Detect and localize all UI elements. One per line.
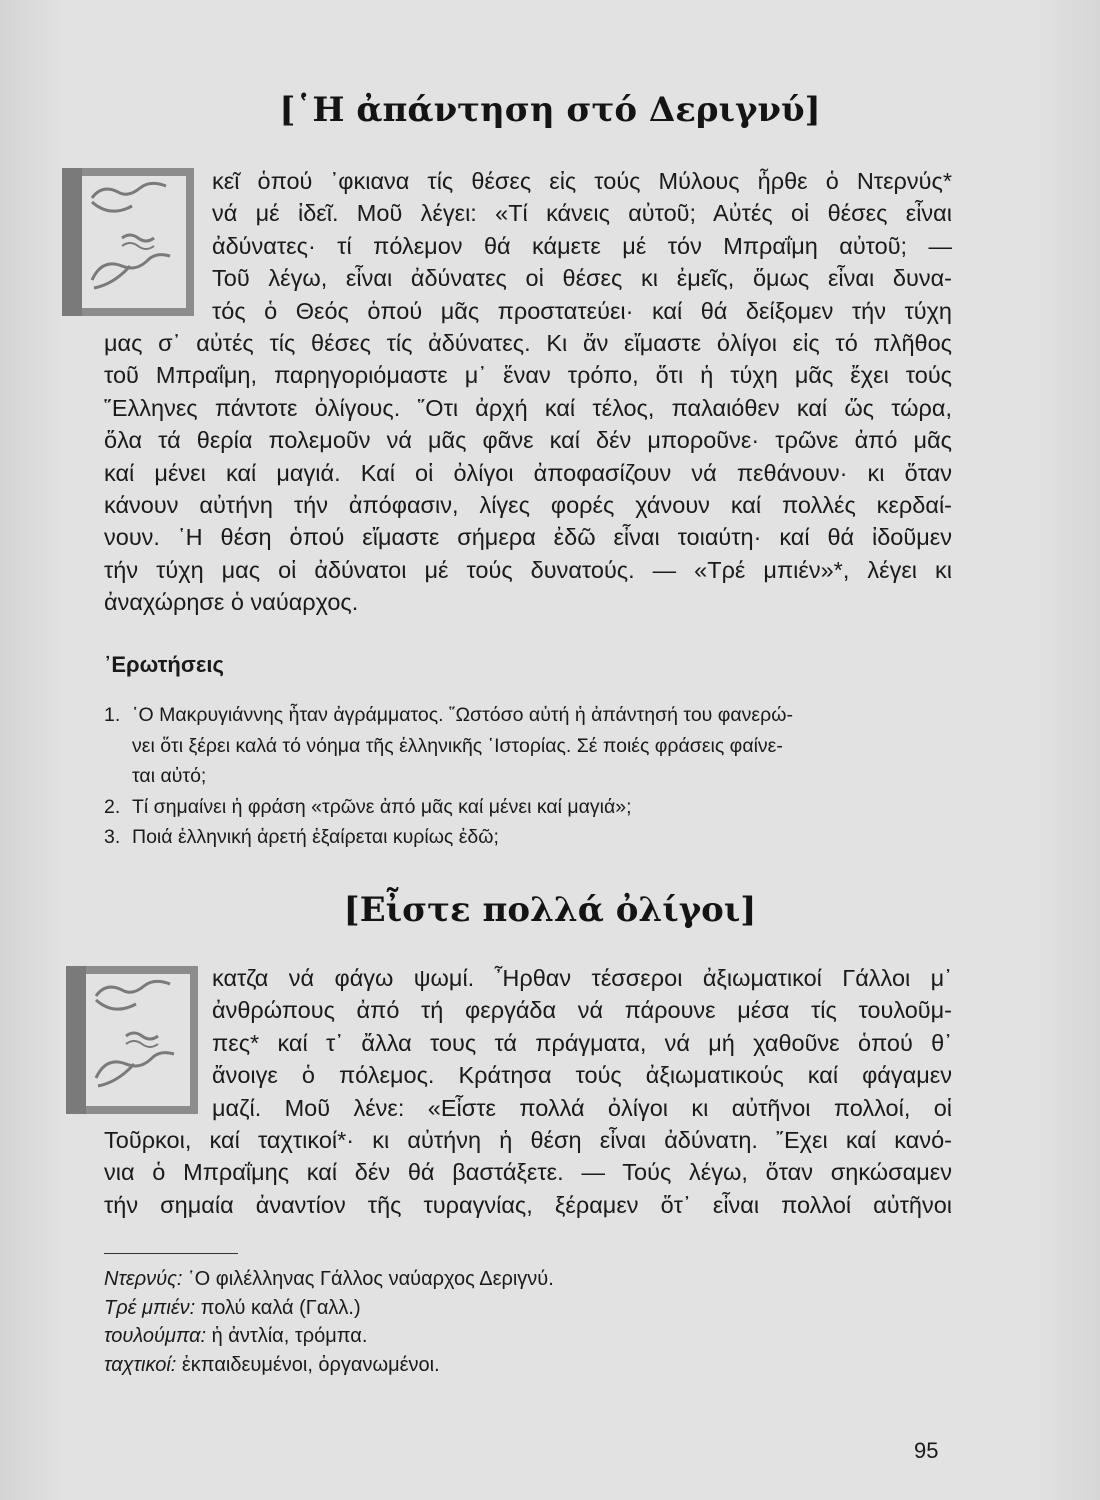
- text-line: κατζα νά φάγω ψωμί. ῏Ηρθαν τέσσεροι ἀξιωματικοί Γάλλοι μ᾿: [212, 965, 952, 991]
- footnote-definition: ἐκπαιδευμένοι, ὀργανωμένοι.: [181, 1353, 440, 1376]
- question-text: νει ὅτι ξέρει καλά τό νόημα τῆς ἑλληνικῆς ῾Ιστορίας. Σέ ποιές φράσεις φαίνε-: [132, 734, 783, 757]
- footnote-definition: πολύ καλά (Γαλλ.): [200, 1296, 361, 1319]
- text-line: ἀνθρώπους ἀπό τή φεργάδα νά πάρουνε μέσα τίς τουλοῦμ-: [212, 997, 952, 1024]
- text-line: νια ὁ Μπραΐμης καί δέν θά βαστάξετε. — Τούς λέγω, ὅταν σηκώσαμεν: [104, 1159, 952, 1186]
- question-number: 3.: [104, 826, 121, 848]
- question-text: ῾Ο Μακρυγιάννης ἦταν ἀγράμματος. ῞Ωστόσο αὐτή ἡ ἀπάντησή του φανερώ-: [132, 704, 793, 726]
- question-item: [104, 700, 956, 792]
- text-line: νουν. ῾Η θέση ὁπού εἴμαστε σήμερα ἐδῶ εἶναι τοιαύτη· καί θά ἰδοῦμεν: [104, 524, 952, 551]
- footnote-definition: ἡ ἀντλία, τρόμπα.: [211, 1325, 368, 1347]
- section-title-polla-oligoi: [Εἶστε πολλά ὀλίγοι]: [343, 890, 757, 930]
- footnote-definition: ῾Ο φιλέλληνας Γάλλος ναύαρχος Δεριγνύ.: [188, 1268, 554, 1290]
- text-line: μαζί. Μοῦ λένε: «Εἶστε πολλά ὀλίγοι κι αὐτῆνοι πολλοί, οἱ: [212, 1094, 952, 1121]
- text-line: καί μένει καί μαγιά. Καί οἱ ὀλίγοι ἀποφασίζουν νά πεθάνουν· κι ὅταν: [104, 459, 952, 486]
- paragraph-polla-oligoi: [104, 962, 952, 1221]
- text-line: ἀδύνατες· τί πόλεμον θά κάμετε μέ τόν Μπραΐμη αὐτοῦ; —: [212, 232, 952, 259]
- footnote-term: τουλούμπα:: [104, 1325, 207, 1347]
- text-line: Τοῦρκοι, καί ταχτικοί*· κι αὐτήνη ἡ θέση εἶναι ἀδύνατη. ῎Εχει καί κανό-: [104, 1126, 952, 1153]
- question-item: [104, 822, 956, 853]
- footnote: [104, 1294, 554, 1323]
- questions-heading: ᾿Ερωτήσεις: [104, 652, 224, 677]
- paragraph-derigny: [104, 165, 952, 618]
- text-line: ὅλα τά θερία πολεμοῦν νά μᾶς φᾶνε καί δέν μποροῦνε· τρῶνε ἀπό μᾶς: [104, 427, 952, 454]
- footnote-term: Ντερνύς:: [104, 1268, 183, 1290]
- text-line: μας σ᾿ αὐτές τίς θέσες τίς ἀδύνατες. Κι ἄν εἴμαστε ὀλίγοι εἰς τό πλῆθος: [104, 329, 952, 356]
- question-text: ται αὐτό;: [132, 765, 207, 787]
- question-number: 2.: [104, 795, 121, 818]
- footnote: [104, 1265, 554, 1294]
- text-line: ἄνοιγε ὁ πόλεμος. Κράτησα τούς ἀξιωματικούς καί φάγαμεν: [212, 1062, 952, 1089]
- question-number: 1.: [104, 704, 121, 726]
- footnotes: [104, 1265, 554, 1379]
- text-line: τήν τύχη μας οἱ ἀδύνατοι μέ τούς δυνατούς. — «Τρέ μπιέν»*, λέγει κι: [104, 556, 952, 583]
- question-item: [104, 792, 956, 823]
- question-text: Τί σημαίνει ἡ φράση «τρῶνε ἀπό μᾶς καί μένει καί μαγιά»;: [132, 795, 632, 818]
- footnote-divider: [104, 1253, 238, 1254]
- footnote: [104, 1322, 554, 1351]
- text-line: κάνουν αὐτήνη τήν ἀπόφασιν, λίγες φορές χάνουν καί πολλές κερδαί-: [104, 491, 952, 518]
- questions-list: [104, 700, 956, 853]
- question-text: Ποιά ἑλληνική ἀρετή ἐξαίρεται κυρίως ἐδῶ;: [132, 826, 499, 848]
- text-line: νά μέ ἰδεῖ. Μοῦ λέγει: «Τί κάνεις αὐτοῦ; Αὐτές οἱ θέσες εἶναι: [212, 200, 952, 227]
- section-title-derigny: [῾Η ἀπάντηση στό Δεριγνύ]: [279, 90, 821, 130]
- footnote-term: ταχτικοί:: [104, 1353, 177, 1376]
- text-line: τοῦ Μπραΐμη, παρηγοριόμαστε μ᾿ ἕναν τρόπο, ὅτι ἡ τύχη μᾶς ἔχει τούς: [104, 362, 952, 389]
- text-line: Τοῦ λέγω, εἶναι ἀδύνατες οἱ θέσες κι ἐμεῖς, ὅμως εἶναι δυνα-: [212, 265, 952, 292]
- page-number: 95: [914, 1438, 939, 1463]
- text-line: κεῖ ὁπού ᾿φκιανα τίς θέσες εἰς τούς Μύλους ἦρθε ὁ Ντερνύς*: [212, 168, 952, 194]
- footnote: [104, 1351, 554, 1380]
- footnote-term: Τρέ μπιέν:: [104, 1296, 196, 1319]
- text-line: τήν σημαία ἀναντίον τῆς τυραγνίας, ξέραμεν ὅτ᾿ εἶναι πολλοί αὐτῆνοι: [104, 1191, 952, 1218]
- text-line: ῞Ελληνες πάντοτε ὀλίγους. ῞Οτι ἀρχή καί τέλος, παλαιόθεν καί ὥς τώρα,: [104, 394, 952, 421]
- text-line: πες* καί τ᾿ ἄλλα τους τά πράγματα, νά μή χαθοῦνε ὁπού θ᾿: [212, 1029, 952, 1056]
- text-line: τός ὁ Θεός ὁπού μᾶς προστατεύει· καί θά δείξομεν τήν τύχη: [212, 297, 952, 324]
- text-line: ἀναχώρησε ὁ ναύαρχος.: [104, 589, 359, 616]
